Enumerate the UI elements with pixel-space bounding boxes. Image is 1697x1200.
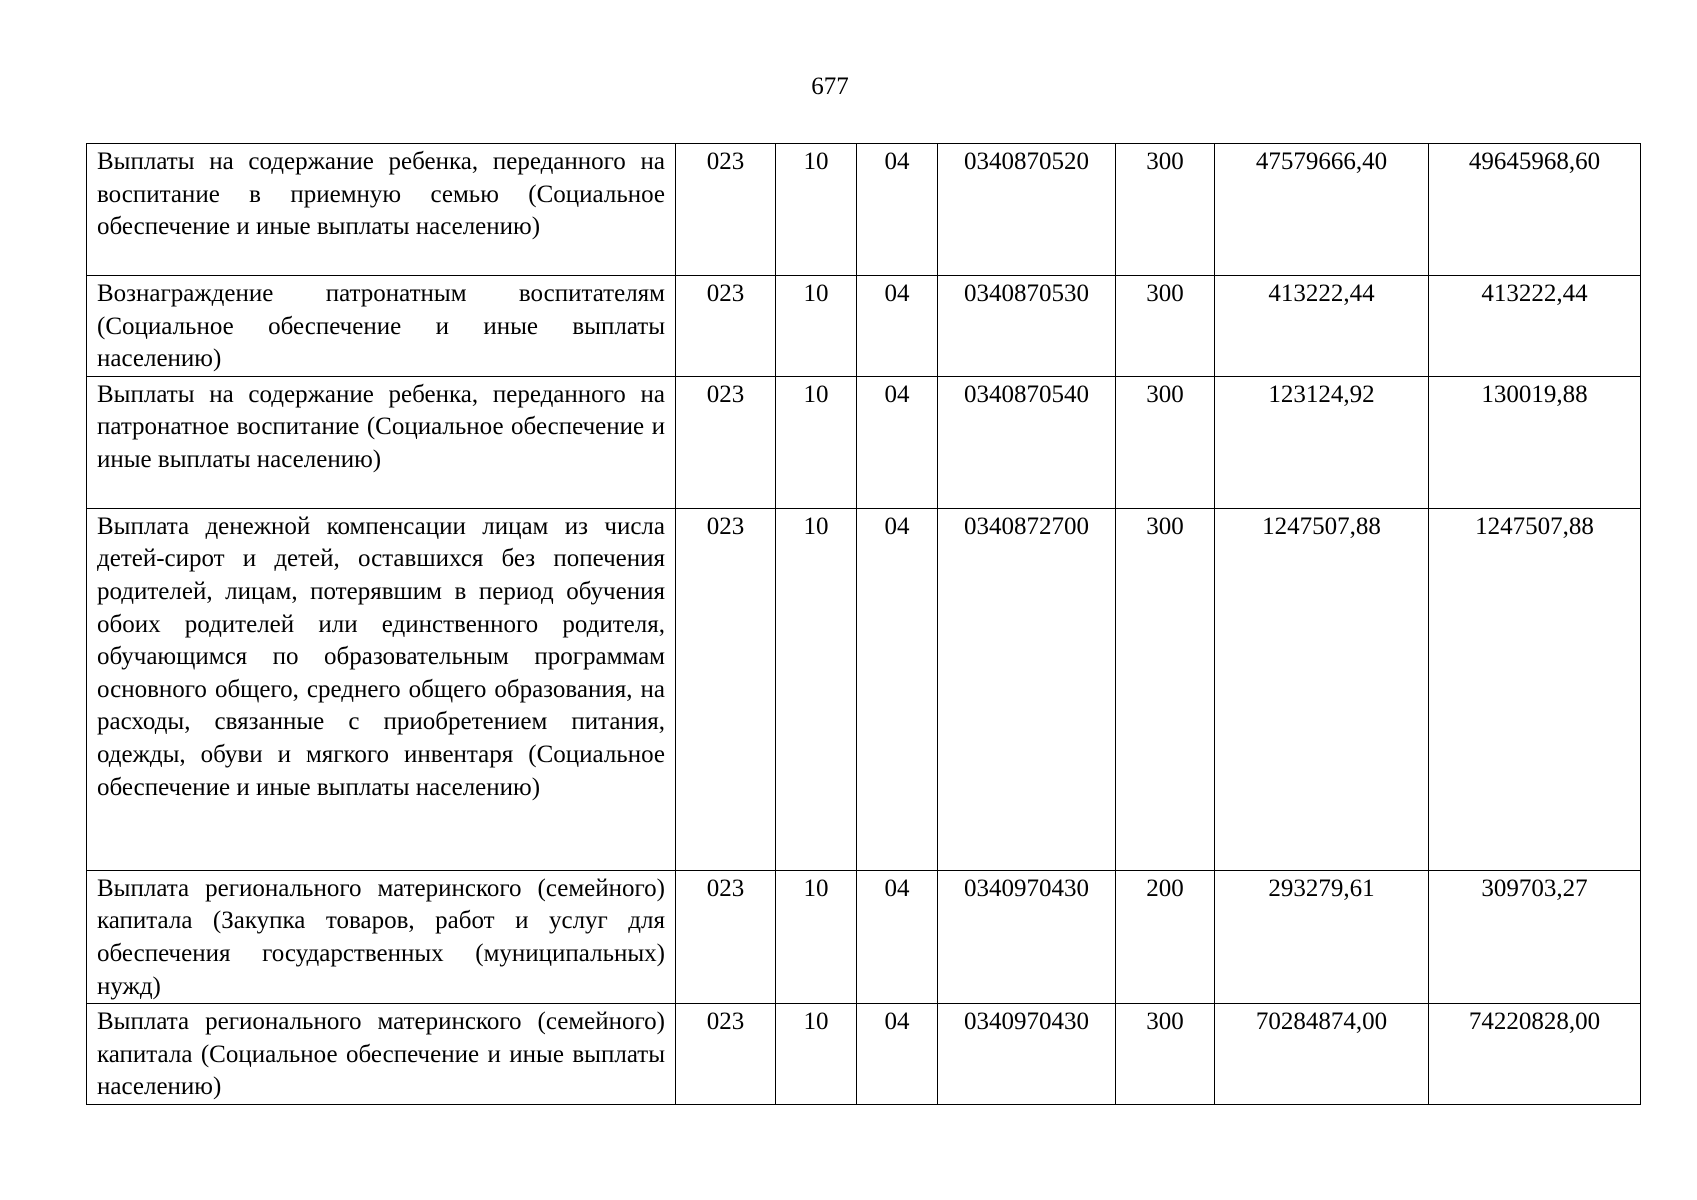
target-article-code: 0340970430 [938, 1004, 1116, 1105]
grbs-code: 023 [676, 276, 776, 377]
expense-type-code: 300 [1116, 144, 1215, 276]
amount-year-2: 1247507,88 [1429, 508, 1641, 870]
target-article-code: 0340870530 [938, 276, 1116, 377]
expense-type-code: 300 [1116, 376, 1215, 508]
amount-year-1: 293279,61 [1215, 870, 1429, 1003]
row-description: Вознаграждение патронатным воспитателям (Социальное обеспечение и иные выплаты населению) [87, 276, 676, 377]
expense-type-code: 300 [1116, 508, 1215, 870]
row-description: Выплата регионального материнского (семейного) капитала (Социальное обеспечение и иные выплаты населению) [87, 1004, 676, 1105]
row-description: Выплата регионального материнского (семейного) капитала (Закупка товаров, работ и услуг для обеспечения государственных (муниципальных) нужд) [87, 870, 676, 1003]
target-article-code: 0340970430 [938, 870, 1116, 1003]
amount-year-2: 130019,88 [1429, 376, 1641, 508]
target-article-code: 0340870540 [938, 376, 1116, 508]
grbs-code: 023 [676, 508, 776, 870]
table-row [87, 508, 1641, 870]
target-article-code: 0340872700 [938, 508, 1116, 870]
table-row [87, 144, 1641, 276]
expense-type-code: 300 [1116, 1004, 1215, 1105]
page-number: 677 [811, 73, 849, 100]
section-code: 10 [776, 376, 857, 508]
row-description: Выплаты на содержание ребенка, переданного на воспитание в приемную семью (Социальное обеспечение и иные выплаты населению) [87, 144, 676, 276]
table-row [87, 376, 1641, 508]
grbs-code: 023 [676, 376, 776, 508]
section-code: 10 [776, 144, 857, 276]
amount-year-2: 74220828,00 [1429, 1004, 1641, 1105]
row-description: Выплаты на содержание ребенка, переданного на патронатное воспитание (Социальное обеспечение и иные выплаты населению) [87, 376, 676, 508]
expense-type-code: 200 [1116, 870, 1215, 1003]
section-code: 10 [776, 508, 857, 870]
amount-year-1: 413222,44 [1215, 276, 1429, 377]
subsection-code: 04 [857, 1004, 938, 1105]
amount-year-1: 123124,92 [1215, 376, 1429, 508]
grbs-code: 023 [676, 144, 776, 276]
table-row [87, 1004, 1641, 1105]
table-row [87, 870, 1641, 1003]
grbs-code: 023 [676, 1004, 776, 1105]
amount-year-2: 49645968,60 [1429, 144, 1641, 276]
subsection-code: 04 [857, 508, 938, 870]
table-row [87, 276, 1641, 377]
section-code: 10 [776, 276, 857, 377]
amount-year-2: 309703,27 [1429, 870, 1641, 1003]
subsection-code: 04 [857, 276, 938, 377]
grbs-code: 023 [676, 870, 776, 1003]
budget-table [86, 143, 1641, 1105]
amount-year-1: 70284874,00 [1215, 1004, 1429, 1105]
row-description: Выплата денежной компенсации лицам из числа детей-сирот и детей, оставшихся без попечения родителей, лицам, потерявшим в период обучения обоих родителей или единственного родителя, обучающимся по образовательным программам основного общего, среднего общего образования, на расходы, связанные с приобретением питания, одежды, обуви и мягкого инвентаря (Социальное обеспечение и иные выплаты населению) [87, 508, 676, 870]
subsection-code: 04 [857, 376, 938, 508]
section-code: 10 [776, 1004, 857, 1105]
target-article-code: 0340870520 [938, 144, 1116, 276]
amount-year-2: 413222,44 [1429, 276, 1641, 377]
subsection-code: 04 [857, 144, 938, 276]
section-code: 10 [776, 870, 857, 1003]
expense-type-code: 300 [1116, 276, 1215, 377]
amount-year-1: 47579666,40 [1215, 144, 1429, 276]
subsection-code: 04 [857, 870, 938, 1003]
amount-year-1: 1247507,88 [1215, 508, 1429, 870]
